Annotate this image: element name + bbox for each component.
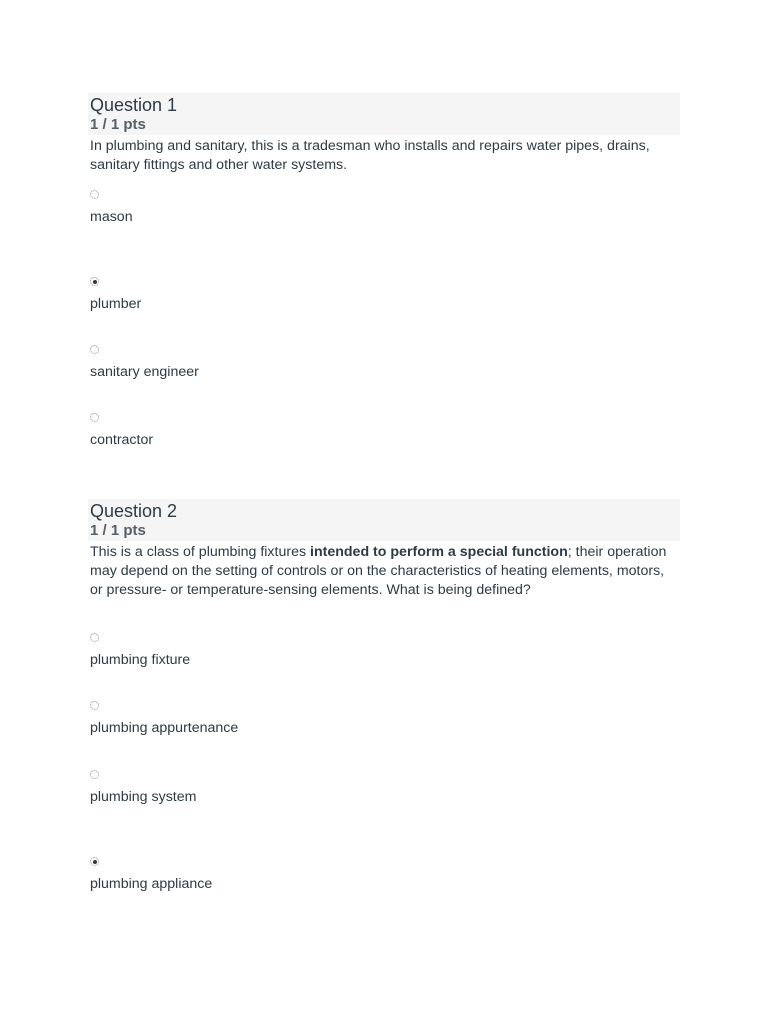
radio-unselected-icon[interactable] [90, 701, 99, 710]
radio-unselected-icon[interactable] [90, 345, 99, 354]
question-title: Question 2 [90, 501, 178, 521]
radio-unselected-icon[interactable] [90, 633, 99, 642]
question-title: Question 1 [90, 95, 178, 115]
question-text-part: ; their operation may depend on the setting of controls or on the characteristics of heating elements, motors, or pressure- or temperature-sensing elements. What is being defined? [90, 544, 667, 598]
answer-option-plumbing-system[interactable] [90, 770, 196, 806]
radio-unselected-icon[interactable] [90, 413, 99, 422]
radio-selected-icon[interactable] [90, 857, 99, 866]
answer-option-mason[interactable] [90, 190, 133, 226]
answer-option-plumber[interactable] [90, 277, 141, 313]
radio-unselected-icon[interactable] [90, 770, 99, 779]
question-text: In plumbing and sanitary, this is a tradesman who installs and repairs water pipes, drains, sanitary fittings and other water systems. [90, 138, 650, 173]
answer-option-sanitary-engineer[interactable] [90, 345, 199, 381]
question-header [88, 93, 680, 135]
question-1 [88, 93, 680, 448]
question-points: 1 / 1 pts [90, 522, 146, 539]
question-2 [88, 499, 680, 892]
question-text-part: This is a class of plumbing fixtures [90, 544, 310, 560]
answer-label: plumbing fixture [90, 652, 191, 668]
answer-label: plumbing system [90, 789, 197, 805]
answer-option-plumbing-appurtenance[interactable] [90, 701, 238, 737]
answer-label: plumbing appurtenance [90, 720, 239, 736]
radio-selected-icon[interactable] [90, 277, 99, 286]
answer-option-plumbing-appliance[interactable] [90, 857, 212, 893]
answer-option-plumbing-fixture[interactable] [90, 633, 190, 669]
question-text-bold: intended to perform a special function [310, 544, 568, 560]
answer-label: plumber [90, 296, 142, 312]
answer-label: plumbing appliance [90, 876, 213, 892]
question-text [90, 543, 680, 600]
answer-label: mason [90, 209, 133, 225]
radio-unselected-icon[interactable] [90, 190, 99, 199]
answer-label: sanitary engineer [90, 364, 199, 380]
answer-label: contractor [90, 432, 154, 448]
question-points: 1 / 1 pts [90, 116, 146, 133]
answer-option-contractor[interactable] [90, 413, 153, 449]
question-header [88, 499, 680, 541]
